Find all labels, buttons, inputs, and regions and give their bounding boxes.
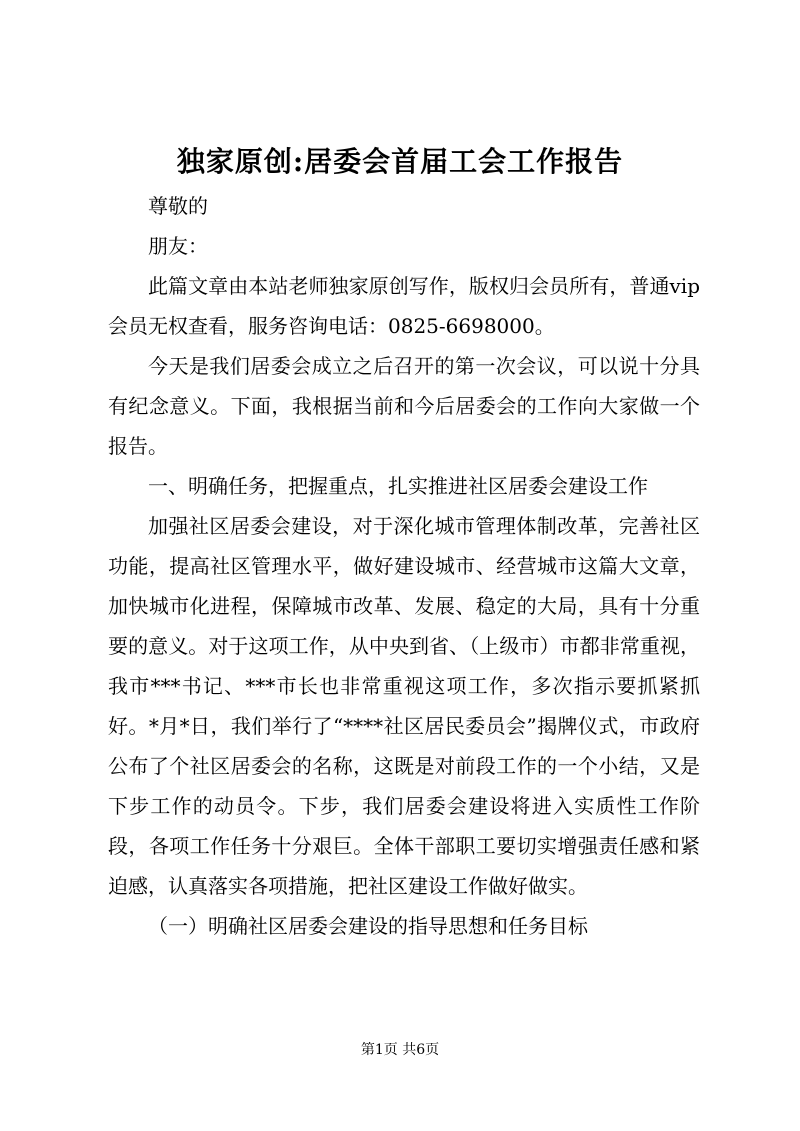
- page-number-footer: 第1页 共6页: [360, 1042, 440, 1058]
- body-paragraph: 加强社区居委会建设，对于深化城市管理体制改革，完善社区功能，提高社区管理水平，做好建设城市、经营城市这篇大文章，加快城市化进程，保障城市改革、发展、稳定的大局，具有十分重要的意义。对于这项工作，从中央到省、（上级市）市都非常重视，我市***书记、***市长也非常重视这项工作，多次指示要抓紧抓好。*月*日，我们举行了“****社区居民委员会”揭牌仪式，市政府公布了个社区居委会的名称，这既是对前段工作的一个小结，又是下步工作的动员令。下步，我们居委会建设将进入实质性工作阶段，各项工作任务十分艰巨。全体干部职工要切实增强责任感和紧迫感，认真落实各项措施，把社区建设工作做好做实。: [108, 514, 700, 898]
- document-title: 独家原创:居委会首届工会工作报告: [176, 145, 624, 178]
- section-heading-1: 一、明确任务，把握重点，扎实推进社区居委会建设工作: [148, 474, 648, 498]
- document-body: [108, 186, 700, 946]
- salutation-line-1: 尊敬的: [148, 194, 208, 218]
- copyright-notice-paragraph: 此篇文章由本站老师独家原创写作，版权归会员所有，普通vip会员无权查看，服务咨询电话：0825-6698000。: [108, 274, 700, 338]
- subsection-heading-1: （一）明确社区居委会建设的指导思想和任务目标: [148, 914, 588, 938]
- intro-paragraph: 今天是我们居委会成立之后召开的第一次会议，可以说十分具有纪念意义。下面，我根据当前和今后居委会的工作向大家做一个报告。: [108, 354, 700, 458]
- salutation-line-2: 朋友：: [148, 234, 208, 258]
